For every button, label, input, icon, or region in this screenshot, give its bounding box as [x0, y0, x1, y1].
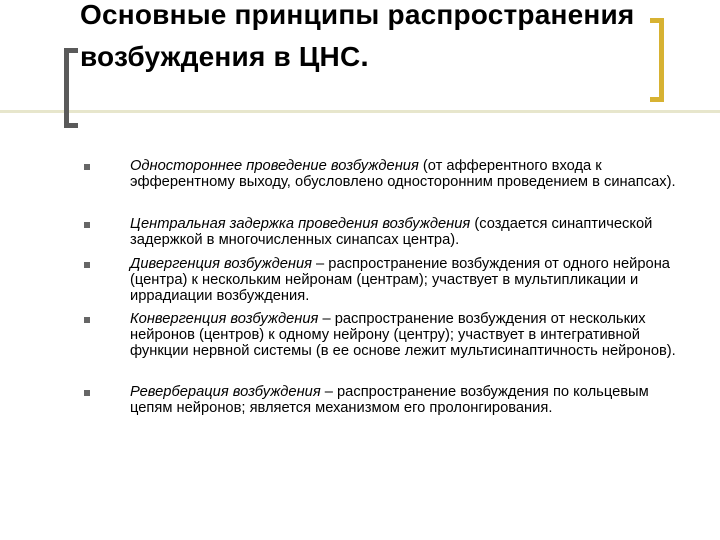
- list-item-term: Реверберация возбуждения: [130, 384, 321, 400]
- list-item-description: – распространение возбуждения по кольцевым цепям нейронов; является механизмом его пролонгирования.: [130, 384, 649, 417]
- bullet-square-icon: [84, 164, 90, 170]
- list-item-description: (от афферентного входа к эфферентному выходу, обусловлено односторонним проведением в синапсах).: [130, 158, 676, 191]
- list-item-description: – распространение возбуждения от одного нейрона (центра) к нескольким нейронам (центрам); участвует в мультипликации и иррадиации возбуждения.: [130, 256, 670, 305]
- list-item-text: [130, 158, 690, 190]
- list-item-text: [130, 384, 690, 416]
- list-item-term: Центральная задержка проведения возбуждения: [130, 216, 471, 232]
- list-item-term: Дивергенция возбуждения: [130, 256, 312, 272]
- bullet-square-icon: [84, 222, 90, 228]
- title-line-1: Основные принципы распространения: [80, 0, 635, 30]
- list-item-text: [130, 216, 690, 248]
- bullet-square-icon: [84, 317, 90, 323]
- list-item-term: Конвергенция возбуждения: [130, 311, 319, 327]
- bullet-square-icon: [84, 390, 90, 396]
- bullet-square-icon: [84, 262, 90, 268]
- list-item-text: [130, 311, 690, 360]
- list-item-description: (создается синаптической задержкой в многочисленных синапсах центра).: [130, 216, 653, 249]
- list-item-term: Одностороннее проведение возбуждения: [130, 158, 419, 174]
- title-dot: .: [360, 40, 369, 73]
- list-item-description: – распространение возбуждения от нескольких нейронов (центров) к одному нейрону (центру); участвует в интегративной функции нервной системы (в ее основе лежит мультисинаптичность нейронов).: [130, 311, 676, 360]
- title-line-2-text: возбуждения в ЦНС: [80, 41, 361, 72]
- list-item-text: [130, 256, 690, 305]
